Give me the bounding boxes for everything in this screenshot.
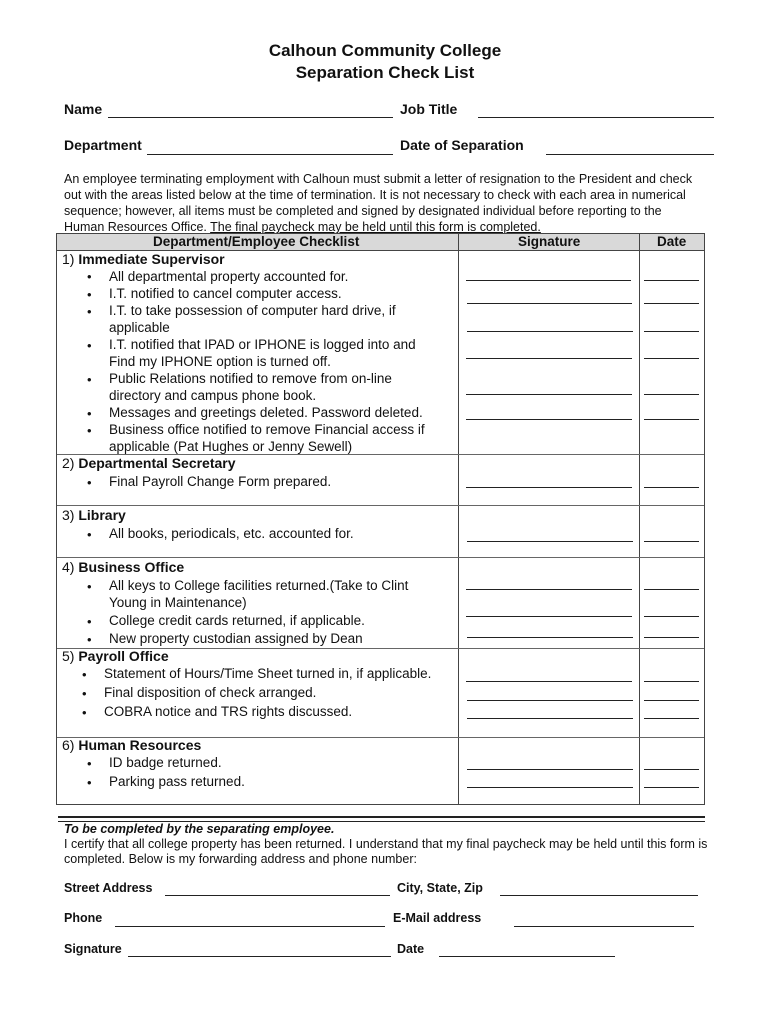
intro-underlined-note: The final paycheck may be held until this form is completed. xyxy=(210,220,541,234)
bullet-icon: • xyxy=(87,269,92,284)
checklist-item: College credit cards returned, if applicable. xyxy=(109,613,365,628)
signature-line[interactable] xyxy=(467,541,633,542)
bullet-icon: • xyxy=(87,372,92,387)
section-title: Departmental Secretary xyxy=(78,455,236,471)
date-line[interactable] xyxy=(644,616,699,617)
bullet-icon: • xyxy=(87,304,92,319)
signature-line[interactable] xyxy=(467,787,633,788)
bullet-icon: • xyxy=(87,475,92,490)
table-header xyxy=(57,234,704,251)
checklist-item: I.T. notified to cancel computer access. xyxy=(109,286,342,301)
date-line[interactable] xyxy=(644,718,699,719)
phone-label: Phone xyxy=(64,911,103,925)
email-label: E-Mail address xyxy=(393,911,482,925)
section-title: Business Office xyxy=(78,559,185,575)
date-line[interactable] xyxy=(644,280,699,281)
signature-line[interactable] xyxy=(466,280,631,281)
signature-line[interactable] xyxy=(467,331,633,332)
street-address-label: Street Address xyxy=(64,881,153,895)
checklist-item: All keys to College facilities returned.(Take to Clint xyxy=(109,578,409,593)
section-title: Payroll Office xyxy=(78,648,169,664)
bullet-icon: • xyxy=(82,667,87,682)
checklist-table xyxy=(56,233,705,805)
section-payroll-office xyxy=(62,648,169,664)
col-checklist-header: Department/Employee Checklist xyxy=(153,234,360,249)
checklist-item-continued: applicable xyxy=(109,320,170,335)
checklist-item: I.T. to take possession of computer hard drive, if xyxy=(109,303,396,318)
section-number: 1) xyxy=(62,251,75,267)
certification-text: I certify that all college property has been returned. I understand that my final paycheck may be held until this form is completed. Below is my forwarding address and phone number: xyxy=(64,837,708,866)
section-divider xyxy=(57,505,704,506)
bullet-icon: • xyxy=(87,579,92,594)
checklist-item-continued: directory and campus phone book. xyxy=(109,388,317,403)
phone-field[interactable] xyxy=(115,926,385,927)
section-business-office xyxy=(62,559,184,575)
bullet-icon: • xyxy=(87,614,92,629)
checklist-item: Final Payroll Change Form prepared. xyxy=(109,474,332,489)
signature-line[interactable] xyxy=(467,303,632,304)
signature-date-field[interactable] xyxy=(439,956,615,957)
checklist-item: Messages and greetings deleted. Password deleted. xyxy=(109,405,423,420)
col-signature-header: Signature xyxy=(518,234,581,249)
date-line[interactable] xyxy=(644,681,699,682)
bullet-icon: • xyxy=(87,423,92,438)
intro-text: An employee terminating employment with Calhoun must submit a letter of resignation to the President and check out with the areas listed below at the time of termination. It is not necessary to check with each area in numerical sequence; however, all items must be completed and signed by designated individual before reporting to the Human Resources Office. xyxy=(64,172,693,234)
checklist-item: Statement of Hours/Time Sheet turned in, if applicable. xyxy=(104,666,432,681)
signature-line[interactable] xyxy=(466,616,632,617)
intro-paragraph xyxy=(64,171,704,235)
checklist-item-continued: Young in Maintenance) xyxy=(109,595,247,610)
signature-line[interactable] xyxy=(467,637,633,638)
signature-line[interactable] xyxy=(466,487,632,488)
job-title-label: Job Title xyxy=(400,101,458,117)
checklist-item: I.T. notified that IPAD or IPHONE is logged into and xyxy=(109,337,416,352)
section-divider xyxy=(57,557,704,558)
date-of-separation-label: Date of Separation xyxy=(400,137,524,153)
department-label: Department xyxy=(64,137,142,153)
column-divider xyxy=(458,234,459,804)
checklist-item: Public Relations notified to remove from on-line xyxy=(109,371,392,386)
section-title: Library xyxy=(78,507,126,523)
checklist-item: New property custodian assigned by Dean xyxy=(109,631,363,646)
signature-line[interactable] xyxy=(467,718,633,719)
certification-heading: To be completed by the separating employee. xyxy=(64,822,335,836)
section-divider-double xyxy=(58,816,705,818)
section-number: 5) xyxy=(62,648,75,664)
bullet-icon: • xyxy=(87,338,92,353)
bullet-icon: • xyxy=(87,287,92,302)
date-line[interactable] xyxy=(644,487,699,488)
signature-line[interactable] xyxy=(466,358,632,359)
col-date-header: Date xyxy=(657,234,687,249)
column-divider xyxy=(639,234,640,804)
checklist-item: Parking pass returned. xyxy=(109,774,245,789)
name-label: Name xyxy=(64,101,103,117)
checklist-item: Final disposition of check arranged. xyxy=(104,685,317,700)
signature-line[interactable] xyxy=(466,589,632,590)
section-number: 2) xyxy=(62,455,75,471)
checklist-item: COBRA notice and TRS rights discussed. xyxy=(104,704,353,719)
date-line[interactable] xyxy=(644,394,699,395)
bullet-icon: • xyxy=(87,527,92,542)
section-title: Human Resources xyxy=(78,737,202,753)
form-title: Calhoun Community College xyxy=(268,41,502,60)
checklist-item: All books, periodicals, etc. accounted for. xyxy=(109,526,354,541)
section-number: 4) xyxy=(62,559,75,575)
department-field[interactable] xyxy=(147,154,393,155)
form-subtitle: Separation Check List xyxy=(295,63,475,82)
street-address-field[interactable] xyxy=(165,895,390,896)
date-line[interactable] xyxy=(644,787,699,788)
employee-signature-field[interactable] xyxy=(128,956,391,957)
section-departmental-secretary xyxy=(62,455,236,471)
city-state-zip-label: City, State, Zip xyxy=(397,881,483,895)
date-line[interactable] xyxy=(644,589,699,590)
bullet-icon: • xyxy=(87,756,92,771)
signature-line[interactable] xyxy=(466,681,632,682)
signature-line[interactable] xyxy=(466,394,632,395)
section-immediate-supervisor xyxy=(62,251,225,267)
name-field[interactable] xyxy=(108,117,393,118)
section-number: 6) xyxy=(62,737,75,753)
city-state-zip-field[interactable] xyxy=(500,895,698,896)
date-line[interactable] xyxy=(644,700,699,701)
bullet-icon: • xyxy=(87,775,92,790)
section-human-resources xyxy=(62,737,201,753)
bullet-icon: • xyxy=(82,686,87,701)
date-line[interactable] xyxy=(644,358,699,359)
date-of-separation-field[interactable] xyxy=(546,154,714,155)
date-label: Date xyxy=(397,942,425,956)
bullet-icon: • xyxy=(87,406,92,421)
section-number: 3) xyxy=(62,507,75,523)
date-line[interactable] xyxy=(644,419,699,420)
bullet-icon: • xyxy=(82,705,87,720)
job-title-field[interactable] xyxy=(478,117,714,118)
signature-line[interactable] xyxy=(466,419,632,420)
email-field[interactable] xyxy=(514,926,694,927)
checklist-item-continued: applicable (Pat Hughes or Jenny Sewell) xyxy=(109,439,353,454)
signature-line[interactable] xyxy=(467,769,633,770)
signature-line[interactable] xyxy=(467,700,633,701)
date-line[interactable] xyxy=(644,331,699,332)
date-line[interactable] xyxy=(644,637,699,638)
checklist-item-continued: Find my IPHONE option is turned off. xyxy=(109,354,331,369)
date-line[interactable] xyxy=(644,303,699,304)
date-line[interactable] xyxy=(644,541,699,542)
checklist-item: Business office notified to remove Financial access if xyxy=(109,422,425,437)
bullet-icon: • xyxy=(87,632,92,647)
section-library xyxy=(62,507,126,523)
checklist-item: All departmental property accounted for. xyxy=(109,269,349,284)
signature-label: Signature xyxy=(64,942,122,956)
section-title: Immediate Supervisor xyxy=(78,251,225,267)
date-line[interactable] xyxy=(644,769,699,770)
checklist-item: ID badge returned. xyxy=(109,755,222,770)
